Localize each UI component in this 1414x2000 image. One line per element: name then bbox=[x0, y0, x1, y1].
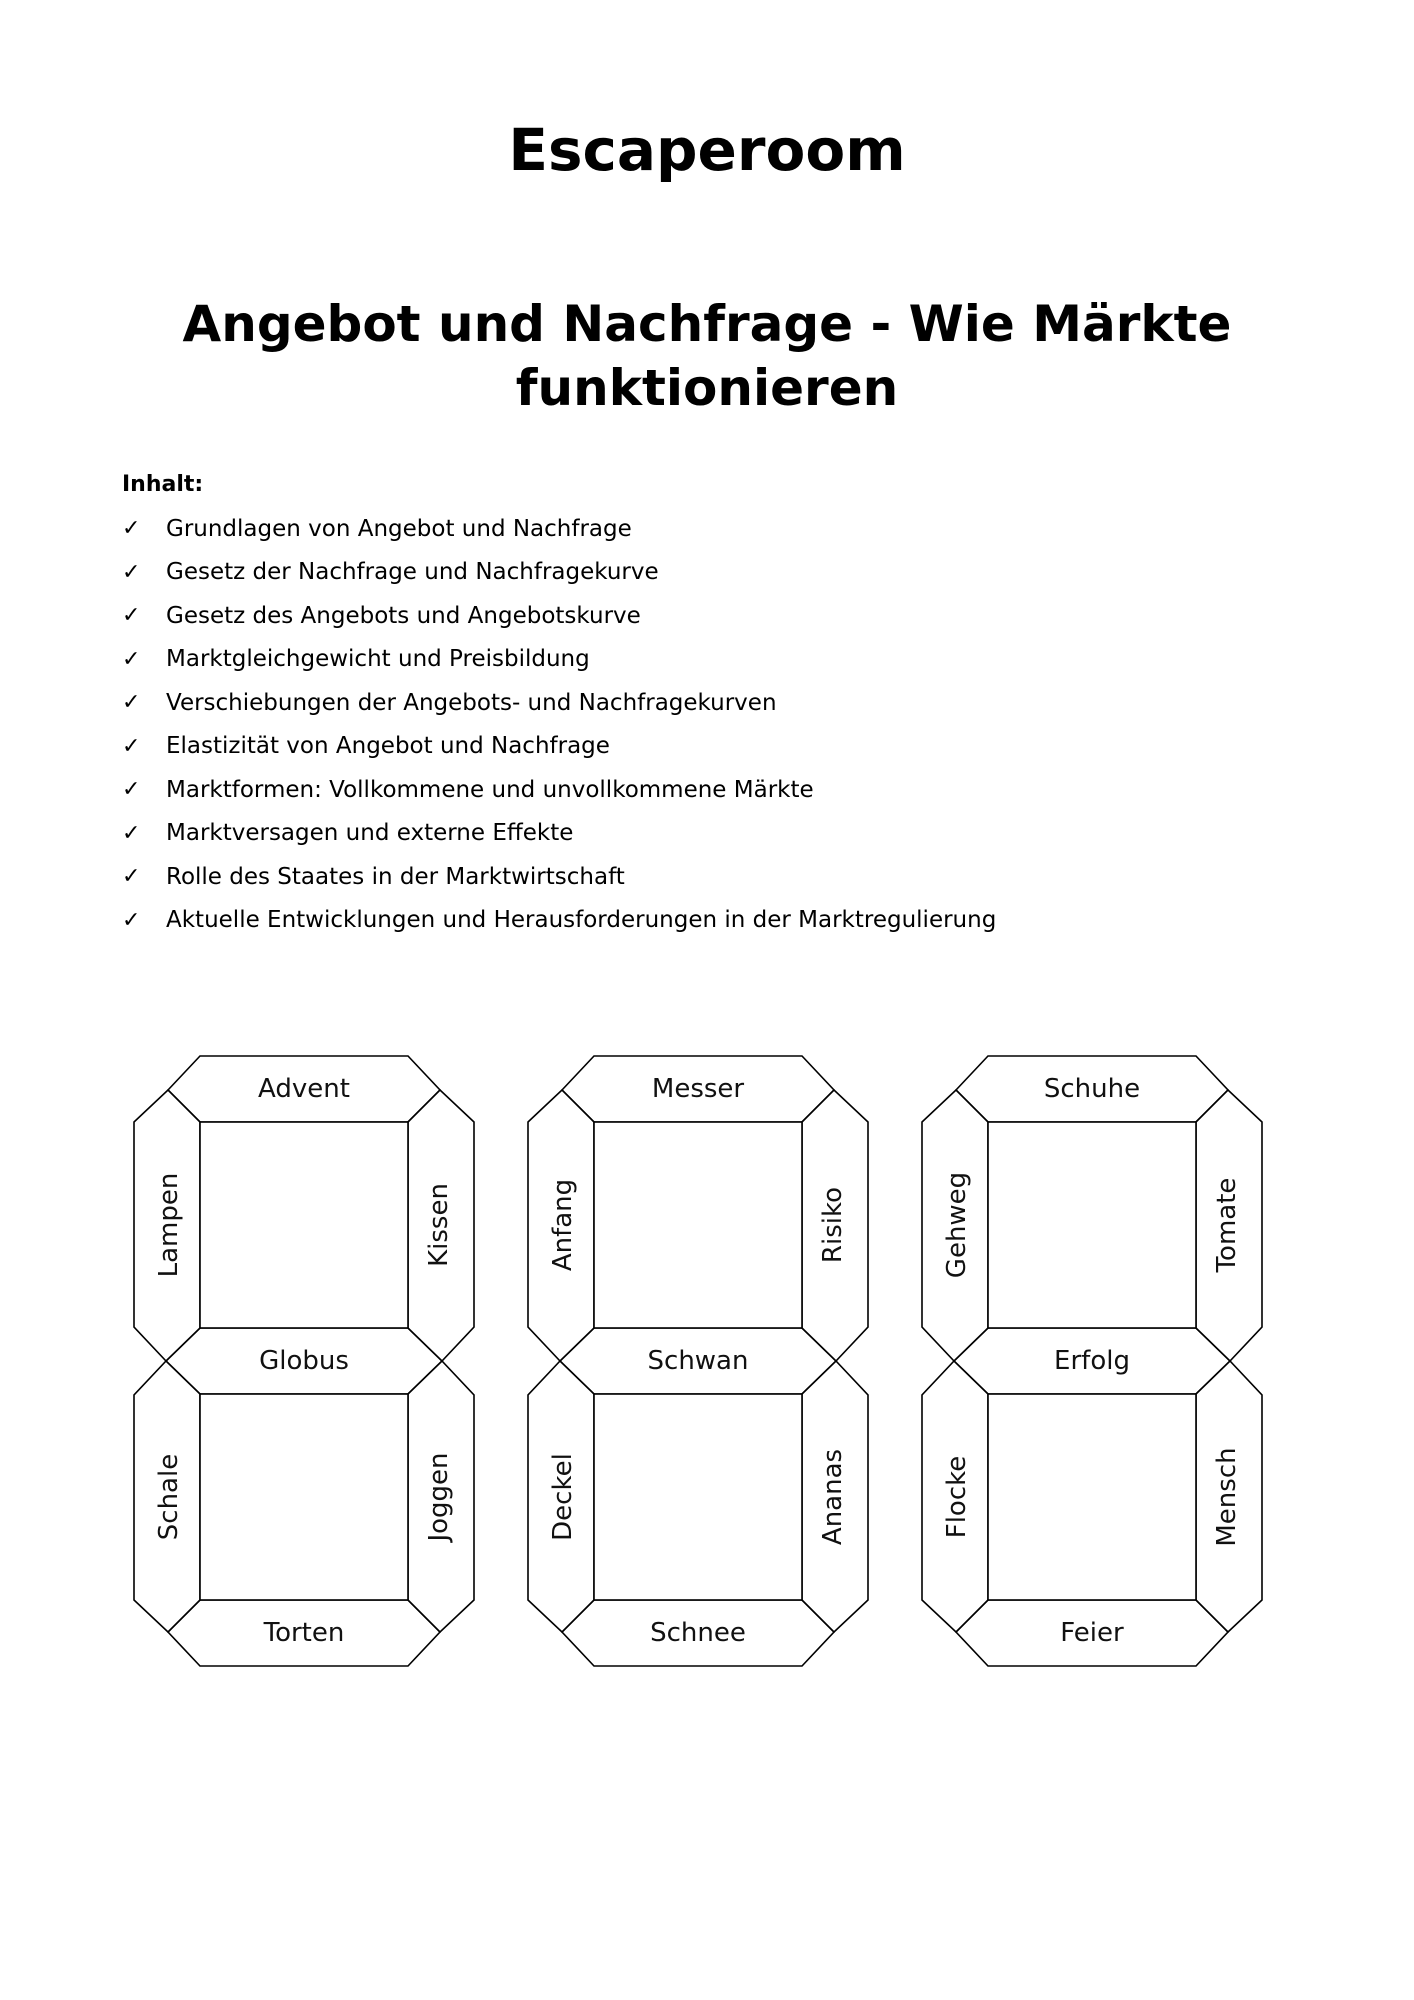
check-icon: ✓ bbox=[122, 907, 141, 933]
topic-text: Marktgleichgewicht und Preisbildung bbox=[166, 646, 590, 673]
check-icon: ✓ bbox=[122, 864, 141, 890]
topic-text: Gesetz des Angebots und Angebotskurve bbox=[166, 602, 641, 629]
puzzle-word: Feier bbox=[1060, 1618, 1124, 1648]
lower-inner-box bbox=[200, 1394, 408, 1600]
content-label: Inhalt: bbox=[122, 472, 204, 497]
topic-text: Aktuelle Entwicklungen und Herausforderungen in der Marktregulierung bbox=[166, 907, 997, 934]
puzzle-word: Torten bbox=[263, 1618, 345, 1648]
puzzle-word: Kissen bbox=[424, 1183, 454, 1267]
puzzle-word: Schnee bbox=[650, 1618, 746, 1648]
puzzle-word: Schale bbox=[154, 1453, 184, 1541]
puzzle-word: Messer bbox=[651, 1074, 745, 1104]
check-icon: ✓ bbox=[122, 646, 141, 672]
topic-text: Rolle des Staates in der Marktwirtschaft bbox=[166, 863, 625, 890]
topic-text: Marktformen: Vollkommene und unvollkommene Märkte bbox=[166, 776, 814, 803]
puzzle-word: Globus bbox=[259, 1346, 349, 1376]
puzzle-word: Mensch bbox=[1212, 1447, 1242, 1547]
check-icon: ✓ bbox=[122, 559, 141, 585]
puzzle-word: Anfang bbox=[548, 1178, 578, 1272]
puzzle-word: Schwan bbox=[647, 1346, 749, 1376]
check-icon: ✓ bbox=[122, 690, 141, 716]
puzzle-word: Joggen bbox=[424, 1452, 454, 1542]
puzzle-word: Gehweg bbox=[942, 1171, 972, 1279]
puzzle-word: Tomate bbox=[1212, 1177, 1242, 1273]
topic-text: Marktversagen und externe Effekte bbox=[166, 820, 574, 847]
puzzle-word: Flocke bbox=[942, 1455, 972, 1539]
check-icon: ✓ bbox=[122, 516, 141, 542]
puzzle-word: Schuhe bbox=[1043, 1074, 1141, 1104]
puzzle-word: Ananas bbox=[818, 1448, 848, 1546]
topic-text: Verschiebungen der Angebots- und Nachfragekurven bbox=[166, 689, 777, 716]
puzzle-1 bbox=[134, 1056, 474, 1666]
check-icon: ✓ bbox=[122, 820, 141, 846]
topic-text: Gesetz der Nachfrage und Nachfragekurve bbox=[166, 559, 659, 586]
puzzle-word: Advent bbox=[258, 1074, 350, 1104]
upper-inner-box bbox=[988, 1122, 1196, 1328]
topic-text: Elastizität von Angebot und Nachfrage bbox=[166, 733, 610, 760]
lower-inner-box bbox=[594, 1394, 802, 1600]
check-icon: ✓ bbox=[122, 733, 141, 759]
upper-inner-box bbox=[594, 1122, 802, 1328]
page-subtitle: Angebot und Nachfrage - Wie Märkte funktionieren bbox=[182, 295, 1232, 417]
puzzle-word: Lampen bbox=[154, 1172, 184, 1278]
page-title: Escaperoom bbox=[508, 116, 906, 184]
puzzle-2 bbox=[528, 1056, 868, 1666]
lower-inner-box bbox=[988, 1394, 1196, 1600]
check-icon: ✓ bbox=[122, 603, 141, 629]
topic-text: Grundlagen von Angebot und Nachfrage bbox=[166, 515, 632, 542]
puzzle-3 bbox=[922, 1056, 1262, 1666]
puzzle-word: Erfolg bbox=[1054, 1346, 1130, 1376]
check-icon: ✓ bbox=[122, 777, 141, 803]
puzzle-word: Deckel bbox=[548, 1453, 578, 1541]
upper-inner-box bbox=[200, 1122, 408, 1328]
puzzle-word: Risiko bbox=[818, 1186, 848, 1264]
